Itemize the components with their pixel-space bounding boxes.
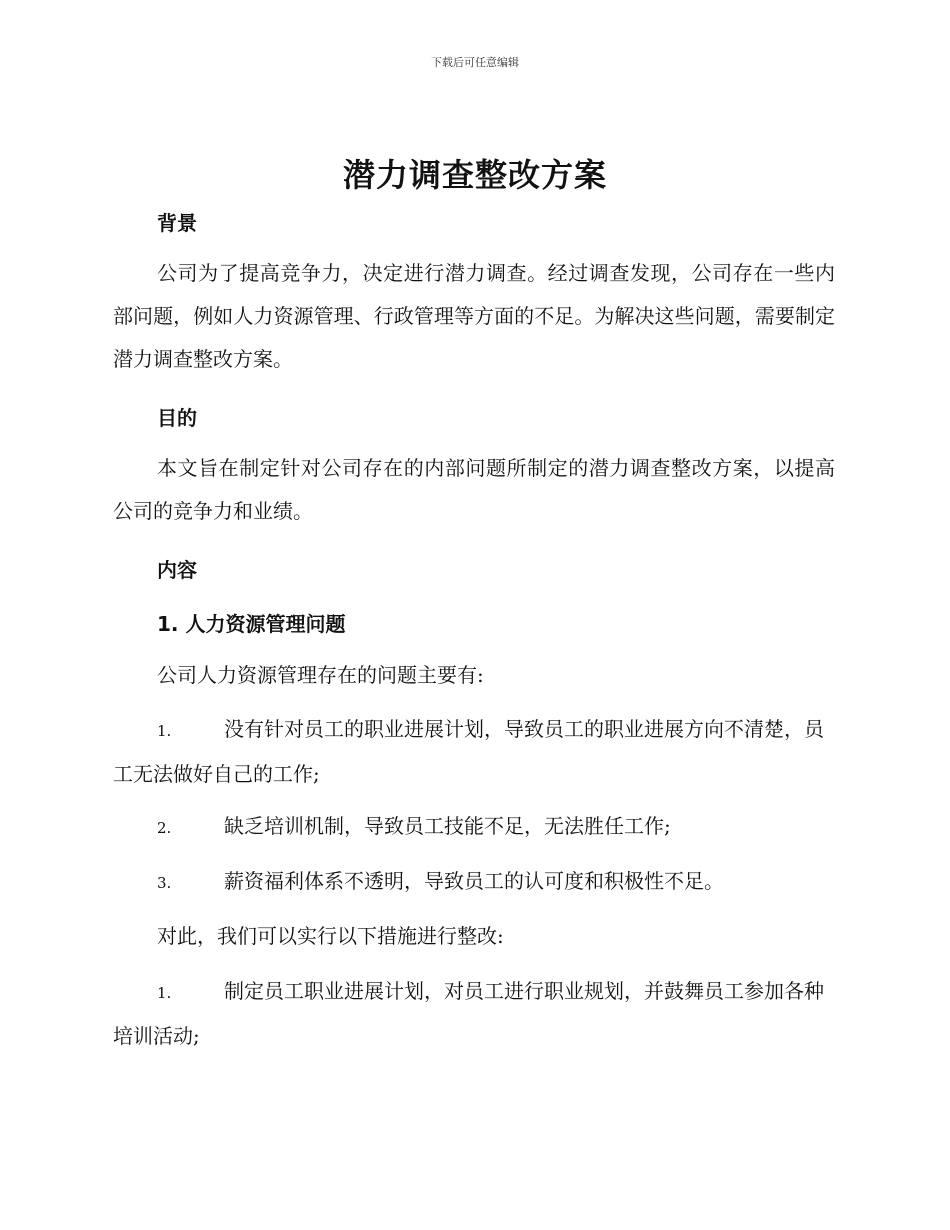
list-number: 1. [157,984,172,1002]
list-item-text: 薪资福利体系不透明，导致员工的认可度和积极性不足。 [224,869,724,893]
problem-list-item [113,708,835,796]
section-heading-content: 内容 [157,558,197,582]
list-item-text: 制定员工职业进展计划，对员工进行职业规划，并鼓舞员工参加各种培训活动; [113,979,824,1048]
measures-intro: 对此，我们可以实行以下措施进行整改: [157,924,504,948]
purpose-paragraph: 本文旨在制定针对公司存在的内部问题所制定的潜力调查整改方案，以提高公司的竞争力和业绩。 [113,456,835,523]
list-number: 1. [157,722,172,740]
list-number: 3. [157,874,172,892]
subheading-hr-issues: 1. 人力资源管理问题 [157,612,346,636]
section-heading-purpose: 目的 [157,406,197,430]
list-number: 2. [157,819,172,837]
measure-list-item [113,970,835,1058]
section-heading-background: 背景 [157,211,197,235]
document-title: 潜力调查整改方案 [342,156,607,194]
list-item-text: 缺乏培训机制，导致员工技能不足，无法胜任工作; [224,814,671,838]
background-paragraph: 公司为了提高竞争力，决定进行潜力调查。经过调查发现，公司存在一些内部问题，例如人力资源管理、行政管理等方面的不足。为解决这些问题，需要制定潜力调查整改方案。 [113,261,835,371]
header-note: 下载后可任意编辑 [431,56,519,69]
list-item-text: 没有针对员工的职业进展计划，导致员工的职业进展方向不清楚，员工无法做好自己的工作; [113,717,824,786]
hr-issues-intro: 公司人力资源管理存在的问题主要有: [157,663,484,687]
problem-list-item [113,805,835,850]
problem-list-item [113,860,835,905]
